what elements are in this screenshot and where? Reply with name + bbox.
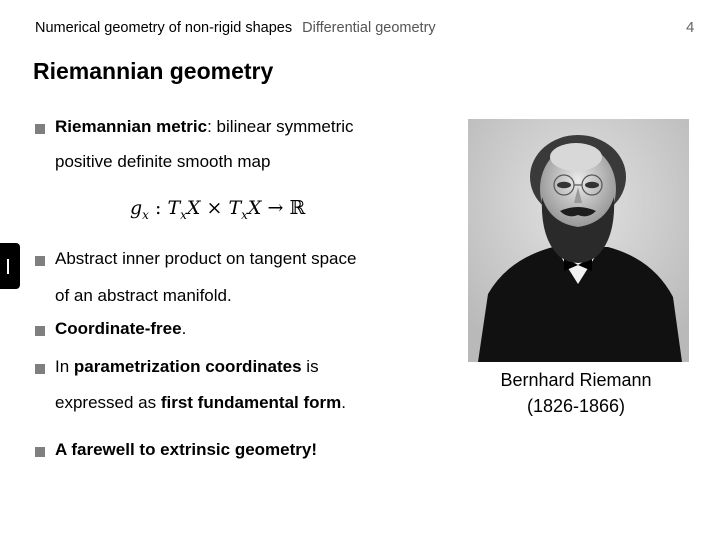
bullet-parametrization-line2 — [55, 393, 346, 413]
slide-title: Riemannian geometry — [33, 58, 274, 84]
text-cursor-marker-icon — [0, 243, 20, 289]
caption-name: Bernhard Riemann — [500, 370, 652, 390]
formula-times: × — [200, 197, 229, 219]
formula-colon: : — [148, 197, 168, 219]
parametrization-term: parametrization coordinates — [73, 357, 302, 376]
formula-T1: T — [167, 197, 181, 219]
fundamental-form-pre: expressed as — [55, 393, 161, 412]
portrait-caption — [470, 367, 682, 419]
formula-sub-x: x — [142, 207, 149, 222]
bullet-square-icon — [35, 124, 45, 134]
bullet-square-icon — [35, 364, 45, 374]
parametrization-rest: is — [301, 357, 319, 376]
formula-X2: X — [247, 197, 262, 219]
formula-T2: T — [228, 197, 242, 219]
section-title: Differential geometry — [302, 20, 436, 36]
bullet-parametrization — [55, 357, 319, 377]
bullet-square-icon — [35, 326, 45, 336]
bullet-square-icon — [35, 447, 45, 457]
metric-formula — [130, 197, 305, 222]
bullet-inner-product: Abstract inner product on tangent space — [55, 249, 357, 268]
coordinate-free-term: Coordinate-free — [55, 319, 182, 338]
metric-description: : bilinear symmetric — [207, 117, 354, 136]
bullet-coordinate-free — [55, 319, 186, 339]
portrait-image — [468, 119, 689, 362]
bullet-inner-product-line2: of an abstract manifold. — [55, 286, 232, 305]
parametrization-pre: In — [55, 357, 74, 376]
fundamental-form-period: . — [341, 393, 346, 412]
formula-arrow: → — [261, 197, 290, 219]
riemann-portrait — [468, 119, 689, 362]
metric-term: Riemannian metric — [55, 117, 208, 136]
coordinate-free-period: . — [181, 319, 187, 338]
bullet-farewell: A farewell to extrinsic geometry! — [55, 440, 318, 459]
page-number: 4 — [686, 19, 695, 36]
formula-sub-x2: x — [180, 207, 187, 222]
fundamental-form-term: first fundamental form — [160, 393, 342, 412]
course-title: Numerical geometry of non-rigid shapes — [35, 20, 293, 36]
formula-R: ℝ — [289, 197, 306, 219]
bullet-metric — [55, 117, 354, 137]
formula-g: g — [130, 197, 143, 219]
bullet-square-icon — [35, 256, 45, 266]
formula-X1: X — [186, 197, 201, 219]
caption-years: (1826-1866) — [526, 396, 626, 416]
slide-header — [35, 20, 436, 36]
formula-sub-x3: x — [241, 207, 248, 222]
bullet-metric-line2: positive definite smooth map — [55, 152, 271, 171]
